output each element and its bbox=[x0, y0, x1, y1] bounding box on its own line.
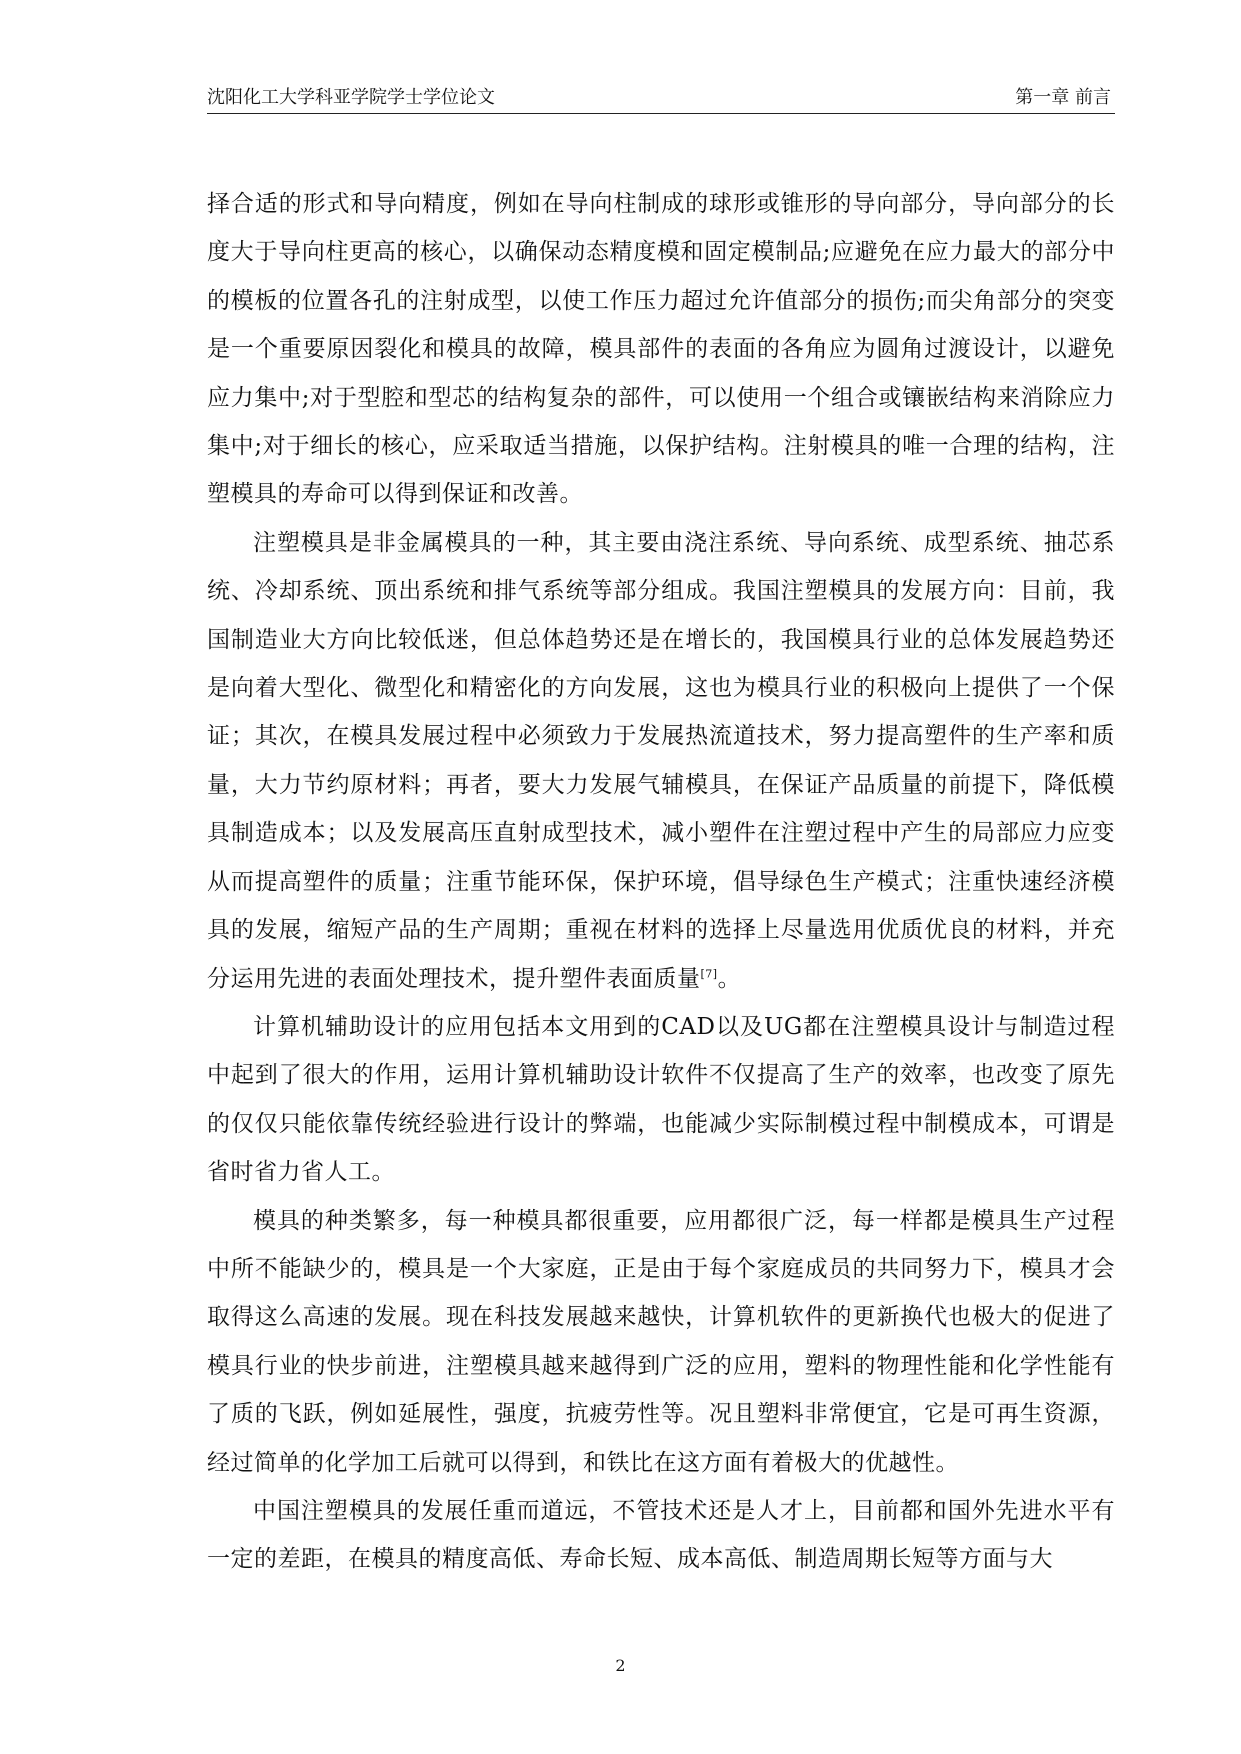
citation-marker: [7] bbox=[700, 966, 718, 980]
paragraph-tail: 。 bbox=[717, 965, 742, 992]
page-header bbox=[207, 87, 1115, 114]
paragraph-text: 注塑模具是非金属模具的一种，其主要由浇注系统、导向系统、成型系统、抽芯系统、冷却系统、顶出系统和排气系统等部分组成。我国注塑模具的发展方向：目前，我国制造业大方向比较低迷，但总体趋势还是在增长的，我国模具行业的总体发展趋势还是向着大型化、微型化和精密化的方向发展，这也为模具行业的积极向上提供了一个保证；其次，在模具发展过程中必须致力于发展热流道技术，努力提高塑件的生产率和质量，大力节约原材料；再者，要大力发展气辅模具，在保证产品质量的前提下，降低模具制造成本；以及发展高压直射成型技术，减小塑件在注塑过程中产生的局部应力应变从而提高塑件的质量；注重节能环保，保护环境，倡导绿色生产模式；注重快速经济模具的发展，缩短产品的生产周期；重视在材料的选择上尽量选用优质优良的材料，并充分运用先进的表面处理技术，提升塑件表面质量 bbox=[207, 529, 1115, 992]
paragraph-continued: 择合适的形式和导向精度，例如在导向柱制成的球形或锥形的导向部分，导向部分的长度大于导向柱更高的核心，以确保动态精度模和固定模制品;应避免在应力最大的部分中的模板的位置各孔的注射成型，以使工作压力超过允许值部分的损伤;而尖角部分的突变是一个重要原因裂化和模具的故障，模具部件的表面的各角应为圆角过渡设计，以避免应力集中;对于型腔和型芯的结构复杂的部件，可以使用一个组合或镶嵌结构来消除应力集中;对于细长的核心，应采取适当措施，以保护结构。注射模具的唯一合理的结构，注塑模具的寿命可以得到保证和改善。 bbox=[207, 191, 1115, 508]
header-chapter-title: 第一章 前言 bbox=[1015, 87, 1111, 108]
body-text bbox=[207, 180, 1115, 1584]
paragraph-mold-development bbox=[207, 519, 1115, 1003]
paragraph-cad: 计算机辅助设计的应用包括本文用到的CAD以及UG都在注塑模具设计与制造过程中起到了很大的作用，运用计算机辅助设计软件不仅提高了生产的效率，也改变了原先的仅仅只能依靠传统经验进行设计的弊端，也能减少实际制模过程中制模成本，可谓是省时省力省人工。 bbox=[207, 1013, 1115, 1186]
paragraph-mold-types: 模具的种类繁多，每一种模具都很重要，应用都很广泛，每一样都是模具生产过程中所不能缺少的，模具是一个大家庭，正是由于每个家庭成员的共同努力下，模具才会取得这么高速的发展。现在科技发展越来越快，计算机软件的更新换代也极大的促进了模具行业的快步前进，注塑模具越来越得到广泛的应用，塑料的物理性能和化学性能有了质的飞跃，例如延展性，强度，抗疲劳性等。况且塑料非常便宜，它是可再生资源，经过简单的化学加工后就可以得到，和铁比在这方面有着极大的优越性。 bbox=[207, 1207, 1115, 1476]
header-thesis-title: 沈阳化工大学科亚学院学士学位论文 bbox=[207, 87, 495, 108]
page-number: 2 bbox=[615, 1656, 626, 1675]
paragraph-china-outlook: 中国注塑模具的发展任重而道远，不管技术还是人才上，目前都和国外先进水平有一定的差距，在模具的精度高低、寿命长短、成本高低、制造周期长短等方面与大 bbox=[207, 1497, 1115, 1573]
